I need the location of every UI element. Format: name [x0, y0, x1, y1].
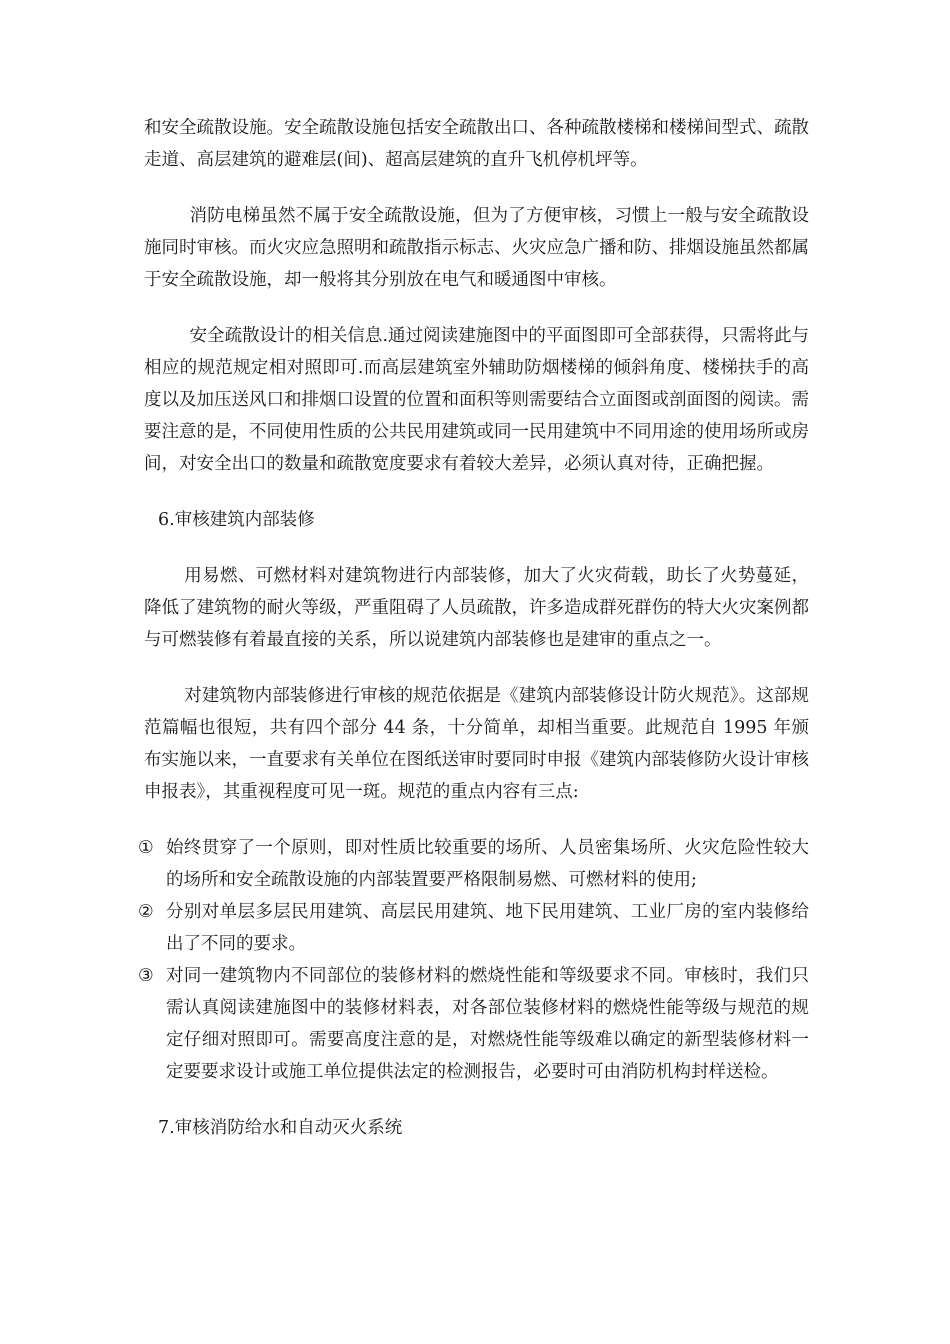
paragraph-decoration-code: 对建筑物内部装修进行审核的规范依据是《建筑内部装修设计防火规范》。这部规范篇幅也很短，共有四个部分 44 条，十分简单，却相当重要。此规范自 1995 年颁布实施以来，一直要求有关单位在图纸送审时要同时申报《建筑内部装修防火设计审核申报表》，其重视程度可见一斑。规范的重点内容有三点:	[144, 686, 809, 802]
section-heading-interior-decoration: 6.审核建筑内部装修	[158, 510, 315, 530]
paragraph-evacuation-design-info: 安全疏散设计的相关信息.通过阅读建施图中的平面图即可全部获得，只需将此与相应的规范规定相对照即可.而高层建筑室外辅助防烟楼梯的倾斜角度、楼梯扶手的高度以及加压送风口和排烟口设置的位置和面积等则需要结合立面图或剖面图的阅读。需要注意的是，不同使用性质的公共民用建筑或同一民用建筑中不同用途的使用场所或房间，对安全出口的数量和疏散宽度要求有着较大差异，必须认真对待，正确把握。	[144, 326, 809, 474]
list-item-text: 始终贯穿了一个原则，即对性质比较重要的场所、人员密集场所、火灾危险性较大的场所和安全疏散设施的内部装置要严格限制易燃、可燃材料的使用;	[166, 838, 809, 890]
list-item	[138, 960, 809, 1088]
spacer	[144, 536, 809, 560]
spacer	[144, 480, 809, 504]
spacer	[144, 1088, 809, 1112]
section-heading-water-supply: 7.审核消防给水和自动灭火系统	[158, 1118, 403, 1138]
paragraph-fire-elevator: 消防电梯虽然不属于安全疏散设施，但为了方便审核，习惯上一般与安全疏散设施同时审核。而火灾应急照明和疏散指示标志、火灾应急广播和防、排烟设施虽然都属于安全疏散设施，却一般将其分别放在电气和暖通图中审核。	[144, 206, 809, 290]
spacer	[144, 656, 809, 680]
list-item-text: 分别对单层多层民用建筑、高层民用建筑、地下民用建筑、工业厂房的室内装修给出了不同的要求。	[166, 902, 809, 954]
list-item	[138, 832, 809, 896]
list-marker: ③	[138, 966, 154, 986]
paragraph-combustible-decoration: 用易燃、可燃材料对建筑物进行内部装修，加大了火灾荷载，助长了火势蔓延，降低了建筑物的耐火等级，严重阻碍了人员疏散，许多造成群死群伤的特大火灾案例都与可燃装修有着最直接的关系，所以说建筑内部装修也是建审的重点之一。	[144, 566, 809, 650]
list-item-text: 对同一建筑物内不同部位的装修材料的燃烧性能和等级要求不同。审核时，我们只需认真阅读建施图中的装修材料表，对各部位装修材料的燃烧性能等级与规范的规定仔细对照即可。需要高度注意的是，对燃烧性能等级难以确定的新型装修材料一定要要求设计或施工单位提供法定的检测报告，必要时可由消防机构封样送检。	[166, 966, 809, 1082]
list-item	[138, 896, 809, 960]
paragraph-evacuation-facilities: 和安全疏散设施。安全疏散设施包括安全疏散出口、各种疏散楼梯和楼梯间型式、疏散走道、高层建筑的避难层(间)、超高层建筑的直升飞机停机坪等。	[144, 118, 809, 170]
spacer	[144, 296, 809, 320]
list-marker: ②	[138, 902, 154, 922]
key-points-list	[138, 832, 809, 1088]
list-marker: ①	[138, 838, 154, 858]
document-page	[138, 112, 809, 1144]
spacer	[144, 176, 809, 200]
spacer	[144, 808, 809, 832]
